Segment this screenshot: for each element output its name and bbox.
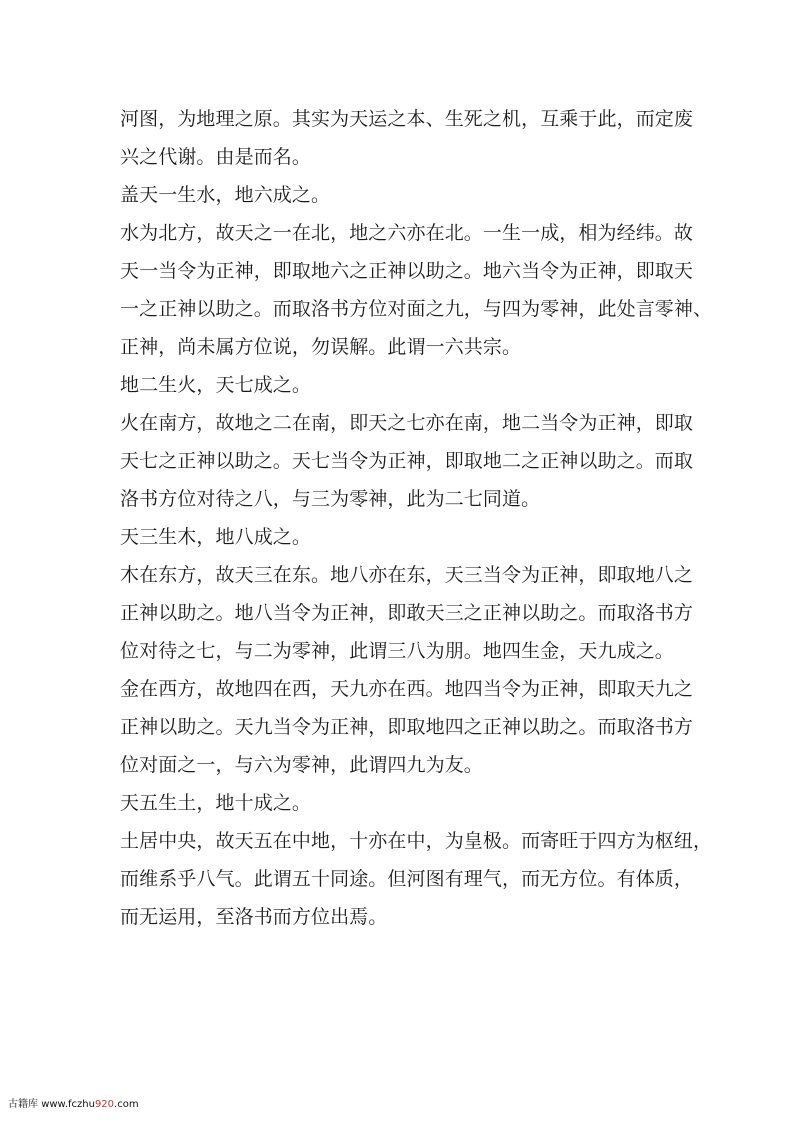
text-line: 位对待之七，与二为零神，此谓三八为朋。地四生金，天九成之。 (120, 640, 674, 662)
text-line: 而维系乎八气。此谓五十同途。但河图有理气，而无方位。有体质， (120, 868, 694, 890)
text-line: 天七之正神以助之。天七当令为正神，即取地二之正神以助之。而取 (120, 450, 694, 472)
text-line: 木在东方，故天三在东。地八亦在东，天三当令为正神，即取地八之 (120, 564, 694, 586)
site-url-part: www.fczhu (41, 1099, 95, 1110)
text-line: 天五生土，地十成之。 (120, 792, 312, 814)
text-line: 正神以助之。天九当令为正神，即取地四之正神以助之。而取洛书方 (120, 716, 694, 738)
text-line: 兴之代谢。由是而名。 (120, 146, 312, 168)
text-line: 盖天一生水，地六成之。 (120, 184, 331, 206)
document-body (120, 100, 713, 936)
site-url-part: 920 (94, 1099, 115, 1110)
text-line: 河图，为地理之原。其实为天运之本、生死之机，互乘于此，而定废 (120, 108, 694, 130)
text-line: 位对面之一，与六为零神，此谓四九为友。 (120, 754, 483, 776)
text-line: 水为北方，故天之一在北，地之六亦在北。一生一成，相为经纬。故 (120, 222, 694, 244)
text-line: 天一当令为正神，即取地六之正神以助之。地六当令为正神，即取天 (120, 260, 694, 282)
text-line: 火在南方，故地之二在南，即天之七亦在南，地二当令为正神，即取 (120, 412, 694, 434)
text-line: 正神以助之。地八当令为正神，即敢天三之正神以助之。而取洛书方 (120, 602, 694, 624)
footer-watermark (8, 1098, 139, 1112)
text-line: 金在西方，故地四在西，天九亦在西。地四当令为正神，即取天九之 (120, 678, 694, 700)
text-line: 而无运用，至洛书而方位出焉。 (120, 906, 388, 928)
site-name: 古籍库 (8, 1099, 38, 1110)
text-line: 洛书方位对待之八，与三为零神，此为二七同道。 (120, 488, 541, 510)
text-line: 土居中央，故天五在中地，十亦在中，为皇极。而寄旺于四方为枢纽， (120, 830, 713, 852)
text-line: 地二生火，天七成之。 (120, 374, 312, 396)
text-line: 天三生木，地八成之。 (120, 526, 312, 548)
site-url-part: .com (114, 1099, 139, 1110)
text-line: 一之正神以助之。而取洛书方位对面之九，与四为零神，此处言零神、 (120, 298, 713, 320)
text-line: 正神，尚未属方位说，勿误解。此谓一六共宗。 (120, 336, 522, 358)
